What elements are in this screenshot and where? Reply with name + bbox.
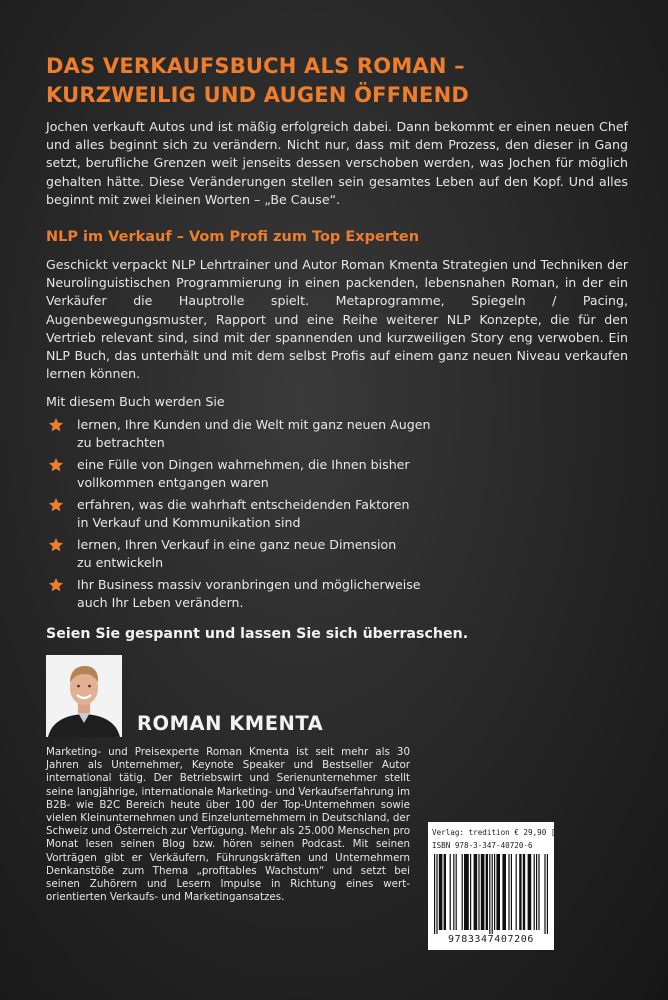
barcode-bar xyxy=(453,854,454,930)
star-icon xyxy=(48,577,64,593)
barcode-bar xyxy=(536,854,537,930)
headline-line-2: KURZWEILIG UND AUGEN ÖFFNEND xyxy=(46,83,469,107)
barcode-bar xyxy=(489,854,490,934)
benefit-line-1: Ihr Business massiv voranbringen und möglicherweise xyxy=(77,577,421,592)
barcode-bar xyxy=(439,854,443,930)
barcode-bar xyxy=(516,854,517,930)
paragraph-nlp: Geschickt verpackt NLP Lehrtrainer und Autor Roman Kmenta Strategien und Techniken der Neurolinguistischen Programmierung in einen packenden, lebensnahen Roman, in der ein Verkäufer die Hauptrolle spielt. Metaprogramme, Spiegeln / Pacing, Augenbewegungsmuster, Rapport und eine Reihe weiterer NLP Konzepte, die für den Vertrieb relevant sind, sind mit der spannenden und kurzweiligen Story eng verwoben. Ein NLP Buch, das unterhält und mit dem selbst Profis auf einem ganz neuen Niveau verkaufen lernen können. xyxy=(46,257,628,382)
isbn-label: ISBN 978-3-347-40720-6 xyxy=(432,841,533,850)
barcode-bar xyxy=(456,854,457,930)
barcode-bar xyxy=(502,854,506,930)
benefit-line-1: lernen, Ihren Verkauf in eine ganz neue Dimension xyxy=(77,537,397,552)
barcode-bar xyxy=(478,854,479,930)
barcode-bar xyxy=(444,854,446,930)
benefit-line-1: erfahren, was die wahrhaft entscheidenden Faktoren xyxy=(77,497,410,512)
benefit-line-2: zu betrachten xyxy=(77,435,165,450)
list-item xyxy=(46,416,606,456)
benefits-intro: Mit diesem Buch werden Sie xyxy=(46,394,225,409)
barcode-bar xyxy=(436,854,437,934)
barcode xyxy=(428,854,554,934)
barcode-bar xyxy=(462,854,463,930)
benefit-line-2: vollkommen entgangen waren xyxy=(77,475,269,490)
barcode-bar xyxy=(508,854,509,930)
barcode-bar xyxy=(494,854,495,930)
barcode-bar xyxy=(474,854,478,930)
star-icon xyxy=(48,457,64,473)
star-icon xyxy=(48,497,64,513)
barcode-digits: 9783347407206 xyxy=(447,934,535,945)
headline-line-1: DAS VERKAUFSBUCH ALS ROMAN – xyxy=(46,54,465,78)
barcode-bar xyxy=(470,854,471,930)
barcode-bar xyxy=(511,854,512,930)
benefit-line-2: in Verkauf und Kommunikation sind xyxy=(77,515,301,530)
benefit-line-2: auch Ihr Leben verändern. xyxy=(77,595,244,610)
barcode-box xyxy=(428,822,565,950)
subheading: NLP im Verkauf – Vom Profi zum Top Experten xyxy=(46,229,420,245)
benefits-list xyxy=(46,416,606,616)
barcode-bar xyxy=(464,854,469,930)
barcode-bar xyxy=(523,854,525,930)
author-name: ROMAN KMENTA xyxy=(137,712,324,735)
barcode-bar xyxy=(450,854,451,930)
barcode-bar xyxy=(534,854,535,930)
headline xyxy=(46,52,626,110)
barcode-bar xyxy=(519,854,521,930)
barcode-bar xyxy=(486,854,488,930)
barcode-bar xyxy=(544,854,545,934)
paragraph-story: Jochen verkauft Autos und ist mäßig erfolgreich dabei. Dann bekommt er einen neuen Chef und alles beginnt sich zu verändern. Nicht nur, dass mit dem Prozess, den dieser in Gang setzt, berufliche Grenzen weit jenseits dessen verschoben werden, was Jochen für möglich gehalten hätte. Diese Veränderungen stellen sein gesamtes Leben auf den Kopf. Und alles beginnt mit zwei kleinen Worten – „Be Cause“. xyxy=(46,119,628,207)
barcode-bar xyxy=(528,854,532,930)
barcode-bar xyxy=(492,854,493,934)
author-bio: Marketing- und Preisexperte Roman Kmenta ist seit mehr als 30 Jahren als Unternehmer, Keynote Speaker und Bestseller Autor international tätig. Der Betriebswirt und Serienunternehmer stellt seine langjährige, internationale Marketing- und Verkaufserfahrung im B2B- wie B2C Bereich heute über 100 der Top-Unternehmen sowie vielen Kleinunternehmen und Einzelunternehmern in Deutschland, der Schweiz und Österreich zur Verfügung. Mehr als 25.000 Menschen pro Monat lesen seinen Blog bzw. hören seinen Podcast. Mit seinen Vorträgen gibt er Verkäufern, Führungskräften und Unternehmern Denkanstöße zum Thema „profitables Wachstum“ und setzt bei seinen Zuhörern und Lesern Impulse in Richtung eines wert-orientierten Verkaufs- und Marketingansatzes. xyxy=(46,746,411,904)
barcode-bar xyxy=(434,854,435,934)
author-portrait xyxy=(46,655,122,737)
barcode-bar xyxy=(538,854,539,930)
closing-line: Seien Sie gespannt und lassen Sie sich überraschen. xyxy=(46,626,469,642)
barcode-bar xyxy=(496,854,500,930)
list-item xyxy=(46,536,606,576)
benefit-line-1: lernen, Ihre Kunden und die Welt mit ganz neuen Augen xyxy=(77,417,431,432)
benefit-line-1: eine Fülle von Dingen wahrnehmen, die Ihnen bisher xyxy=(77,457,410,472)
barcode-bar xyxy=(481,854,485,930)
barcode-bar xyxy=(547,854,548,934)
publisher-price: Verlag: tredition € 29,90 [D] xyxy=(432,828,565,837)
list-item xyxy=(46,456,606,496)
portrait-illustration xyxy=(46,655,122,737)
star-icon xyxy=(48,537,64,553)
list-item xyxy=(46,576,606,616)
list-item xyxy=(46,496,606,536)
star-icon xyxy=(48,417,64,433)
benefit-line-2: zu entwickeln xyxy=(77,555,164,570)
